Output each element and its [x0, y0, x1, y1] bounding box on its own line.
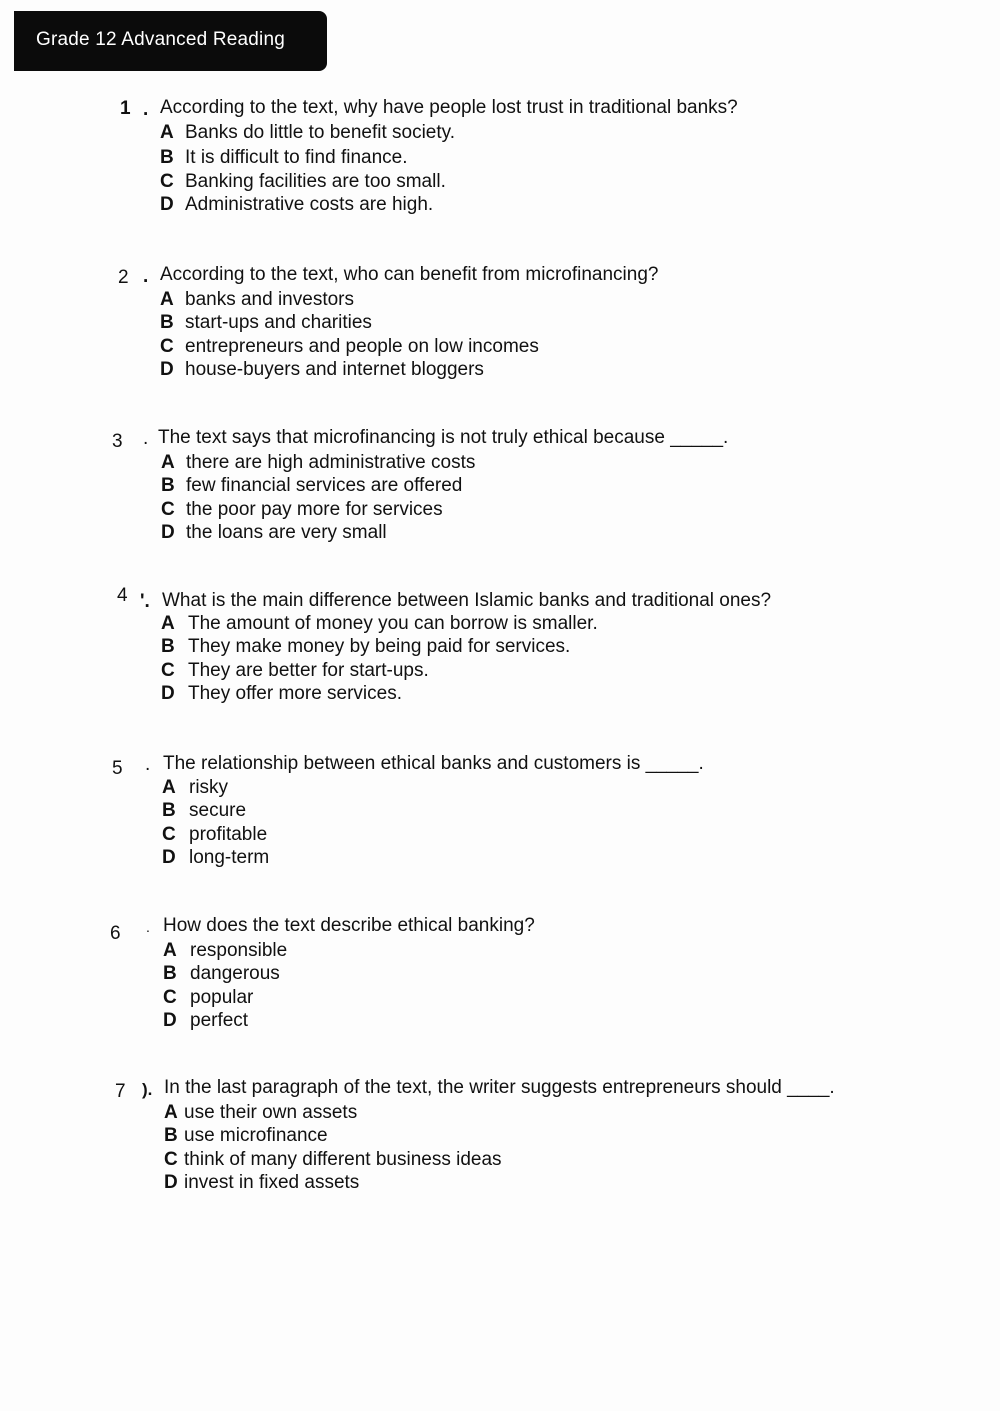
question-text: According to the text, why have people lost trust in traditional banks? — [160, 97, 738, 118]
answer-options — [160, 121, 455, 217]
question-number: 1 — [120, 98, 131, 119]
header-banner — [14, 11, 327, 71]
answer-options — [162, 776, 269, 870]
question-number: 7 — [115, 1081, 126, 1102]
option-letter: B — [160, 312, 174, 334]
option-text: They make money by being paid for services. — [188, 636, 571, 658]
option-letter: D — [162, 847, 176, 869]
option-letter: B — [163, 963, 177, 985]
option-text: banks and investors — [185, 289, 354, 310]
option-letter: D — [160, 194, 174, 216]
answer-option-b[interactable] — [161, 635, 598, 658]
answer-option-d[interactable] — [162, 846, 269, 869]
answer-option-b[interactable] — [160, 146, 455, 169]
option-text: Banks do little to benefit society. — [185, 122, 456, 143]
answer-option-b[interactable] — [164, 1124, 502, 1147]
option-letter: D — [161, 522, 175, 544]
option-text: Administrative costs are high. — [185, 194, 434, 216]
answer-options — [164, 1101, 502, 1195]
option-letter: C — [160, 335, 174, 357]
question-number-dot: ). — [142, 1080, 153, 1099]
question-number: 3 — [112, 431, 123, 452]
answer-options — [160, 288, 539, 382]
option-text: few financial services are offered — [186, 475, 463, 497]
question-text: According to the text, who can benefit from microfinancing? — [160, 264, 659, 285]
option-text: risky — [189, 777, 229, 798]
answer-option-c[interactable] — [162, 823, 269, 846]
option-text: house-buyers and internet bloggers — [185, 359, 484, 381]
option-letter: B — [160, 147, 174, 169]
answer-option-c[interactable] — [161, 659, 598, 682]
question-text: The relationship between ethical banks and customers is _____. — [163, 753, 704, 774]
option-letter: C — [163, 986, 177, 1008]
option-text: use their own assets — [184, 1102, 358, 1123]
answer-option-c[interactable] — [160, 170, 455, 193]
option-text: there are high administrative costs — [186, 452, 476, 473]
option-text: It is difficult to find finance. — [185, 147, 408, 169]
option-letter: D — [161, 683, 175, 705]
question-number-dot: '. — [140, 591, 150, 612]
answer-option-d[interactable] — [161, 682, 598, 705]
option-letter: C — [160, 170, 174, 192]
option-text: They are better for start-ups. — [188, 659, 429, 681]
answer-options — [163, 939, 287, 1033]
answer-option-a[interactable] — [164, 1101, 502, 1124]
answer-option-d[interactable] — [160, 358, 539, 381]
answer-option-b[interactable] — [162, 799, 269, 822]
answer-option-c[interactable] — [164, 1148, 502, 1171]
answer-option-a[interactable] — [161, 612, 598, 635]
option-letter: D — [160, 359, 174, 381]
answer-option-d[interactable] — [161, 521, 475, 544]
option-letter: C — [161, 659, 175, 681]
answer-option-a[interactable] — [163, 939, 287, 962]
answer-option-c[interactable] — [163, 986, 287, 1009]
option-letter: D — [164, 1172, 178, 1194]
option-text: invest in fixed assets — [184, 1172, 360, 1194]
question-number-dot: . — [145, 754, 151, 775]
question-number-dot: . — [143, 99, 149, 120]
question-number: 6 — [110, 923, 121, 944]
question-number: 4 — [117, 585, 128, 606]
option-letter: C — [161, 498, 175, 520]
question-text: The text says that microfinancing is not truly ethical because _____. — [158, 427, 729, 448]
option-text: popular — [190, 986, 254, 1008]
question-number-dot: . — [143, 428, 149, 449]
option-text: use microfinance — [184, 1125, 328, 1147]
answer-option-c[interactable] — [160, 335, 539, 358]
option-letter: C — [162, 823, 176, 845]
option-text: They offer more services. — [188, 683, 403, 705]
option-letter: B — [164, 1125, 178, 1147]
answer-option-b[interactable] — [160, 311, 539, 334]
option-letter: A — [161, 613, 175, 634]
option-letter: A — [163, 940, 177, 961]
question-text: In the last paragraph of the text, the writer suggests entrepreneurs should ____. — [164, 1077, 835, 1098]
option-letter: A — [161, 452, 175, 473]
question-number-dot: . — [143, 266, 149, 287]
answer-options — [161, 451, 475, 545]
answer-option-a[interactable] — [160, 121, 455, 144]
answer-options — [161, 612, 598, 706]
question-text: What is the main difference between Islamic banks and traditional ones? — [162, 590, 772, 611]
option-letter: A — [162, 777, 176, 798]
answer-option-d[interactable] — [164, 1171, 502, 1194]
option-text: think of many different business ideas — [184, 1148, 502, 1170]
answer-option-a[interactable] — [162, 776, 269, 799]
answer-option-d[interactable] — [163, 1009, 287, 1032]
option-letter: B — [162, 800, 176, 822]
question-text: How does the text describe ethical banking? — [163, 915, 535, 936]
option-text: start-ups and charities — [185, 312, 372, 334]
option-letter: D — [163, 1010, 177, 1032]
answer-option-b[interactable] — [163, 962, 287, 985]
option-text: Banking facilities are too small. — [185, 170, 446, 192]
question-number: 5 — [112, 758, 123, 779]
answer-option-c[interactable] — [161, 498, 475, 521]
question-number: 2 — [118, 267, 129, 288]
option-letter: B — [161, 636, 175, 658]
option-text: long-term — [189, 847, 270, 869]
question-number-dot: . — [146, 919, 150, 935]
option-text: dangerous — [190, 963, 280, 985]
option-letter: A — [160, 289, 174, 310]
answer-option-b[interactable] — [161, 474, 475, 497]
option-letter: A — [164, 1102, 178, 1123]
answer-option-a[interactable] — [161, 451, 475, 474]
option-text: responsible — [190, 940, 288, 961]
answer-option-a[interactable] — [160, 288, 539, 311]
answer-option-d[interactable] — [160, 193, 455, 216]
page-title: Grade 12 Advanced Reading — [36, 29, 286, 50]
option-text: the poor pay more for services — [186, 498, 443, 520]
option-text: The amount of money you can borrow is smaller. — [188, 613, 598, 634]
option-text: entrepreneurs and people on low incomes — [185, 335, 539, 357]
option-text: profitable — [189, 823, 268, 845]
option-text: the loans are very small — [186, 522, 387, 544]
option-letter: A — [160, 122, 174, 143]
option-text: secure — [189, 800, 247, 822]
option-letter: B — [161, 475, 175, 497]
option-text: perfect — [190, 1010, 249, 1032]
option-letter: C — [164, 1148, 178, 1170]
